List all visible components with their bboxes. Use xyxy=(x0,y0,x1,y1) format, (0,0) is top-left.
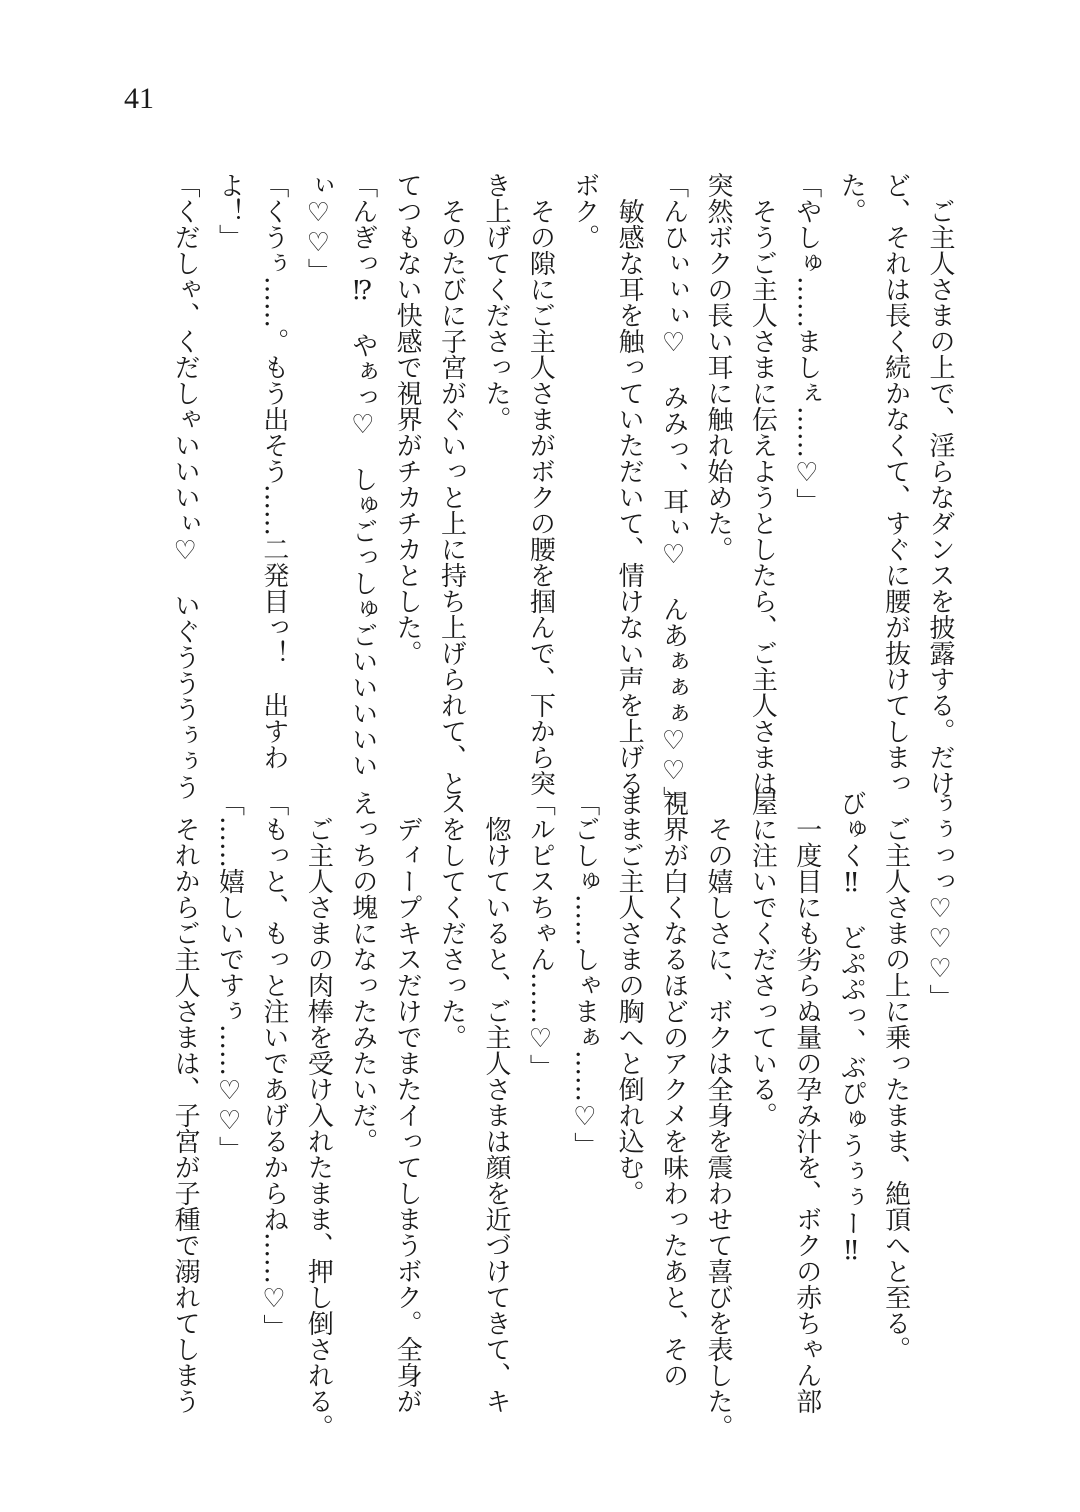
text-column: よ！」 xyxy=(214,172,245,250)
text-column: えっちの塊になったみたいだ。 xyxy=(347,790,378,1154)
text-column: ご主人さまの上で、淫らなダンスを披露する。だけ xyxy=(925,172,955,796)
text-column: 「ごしゅ……しゃまぁ……♡」 xyxy=(569,790,600,1158)
text-column: てつもない快感で視界がチカチカとした。 xyxy=(392,172,423,666)
text-column: ご主人さまの肉棒を受け入れたまま、押し倒される。 xyxy=(303,790,334,1440)
text-block-top xyxy=(163,172,962,812)
text-column: ご主人さまの上に乗ったまま、絶頂へと至る。 xyxy=(880,790,911,1362)
text-column: 惚けていると、ご主人さまは顔を近づけてきて、キ xyxy=(480,790,511,1414)
text-column: 「んひぃぃぃ♡ みみっ、耳ぃ♡ んあぁぁぁ♡♡」 xyxy=(658,172,689,812)
text-column: スをしてくださった。 xyxy=(436,790,467,1050)
text-column: 「んぎっ⁉ やぁっ♡ しゅごっしゅごいいいいい xyxy=(347,172,378,778)
text-column: それからご主人さまは、子宮が子種で溺れてしまう xyxy=(170,790,201,1414)
text-column: ど、それは長く続かなくて、すぐに腰が抜けてしまっ xyxy=(880,172,911,796)
text-column: その隙にご主人さまがボクの腰を掴んで、下から突 xyxy=(525,172,556,796)
text-column: ディープキスだけでまたイってしまうボク。全身が xyxy=(392,790,423,1414)
page-number: 41 xyxy=(124,82,154,115)
text-column: 「くうぅ……。もう出そう……二発目っ！ 出すわ xyxy=(258,172,289,770)
text-column: ままご主人さまの胸へと倒れ込む。 xyxy=(614,790,645,1206)
text-column: 「くだしゃ、くだしゃいいいぃ♡ いぐうううぅぅう xyxy=(170,172,201,800)
text-column: 突然ボクの長い耳に触れ始めた。 xyxy=(702,172,733,562)
text-column: 「もっと、もっと注いであげるからね……♡」 xyxy=(258,790,289,1340)
text-column: た。 xyxy=(836,172,867,224)
text-column: その嬉しさに、ボクは全身を震わせて喜びを表した。 xyxy=(702,790,733,1440)
text-column: ぃ♡♡」 xyxy=(303,172,334,284)
text-column: ボク。 xyxy=(569,172,600,250)
text-column: 視界が白くなるほどのアクメを味わったあと、その xyxy=(658,790,689,1388)
text-column: 屋に注いでくださっている。 xyxy=(747,790,778,1128)
text-column: そうご主人さまに伝えようとしたら、ご主人さまは xyxy=(747,172,778,796)
text-column: 「……嬉しいですぅ……♡♡」 xyxy=(214,790,245,1162)
text-column: 一度目にも劣らぬ量の孕み汁を、ボクの赤ちゃん部 xyxy=(791,790,822,1414)
text-column: そのたびに子宮がぐいっと上に持ち上げられて、と xyxy=(436,172,467,796)
text-column: き上げてくださった。 xyxy=(480,172,511,432)
text-block-bottom xyxy=(163,790,962,1440)
text-column: びゅく‼ どぷぷっ、ぶぴゅうぅぅー‼ xyxy=(836,790,867,1266)
text-column: 「やしゅ……ましぇ……♡」 xyxy=(791,172,822,514)
text-column: 「ルピスちゃん……♡」 xyxy=(525,790,556,1080)
text-column: 敏感な耳を触っていただいて、情けない声を上げる xyxy=(614,172,645,796)
text-column: ぅぅっっ♡♡♡」 xyxy=(925,790,955,1010)
